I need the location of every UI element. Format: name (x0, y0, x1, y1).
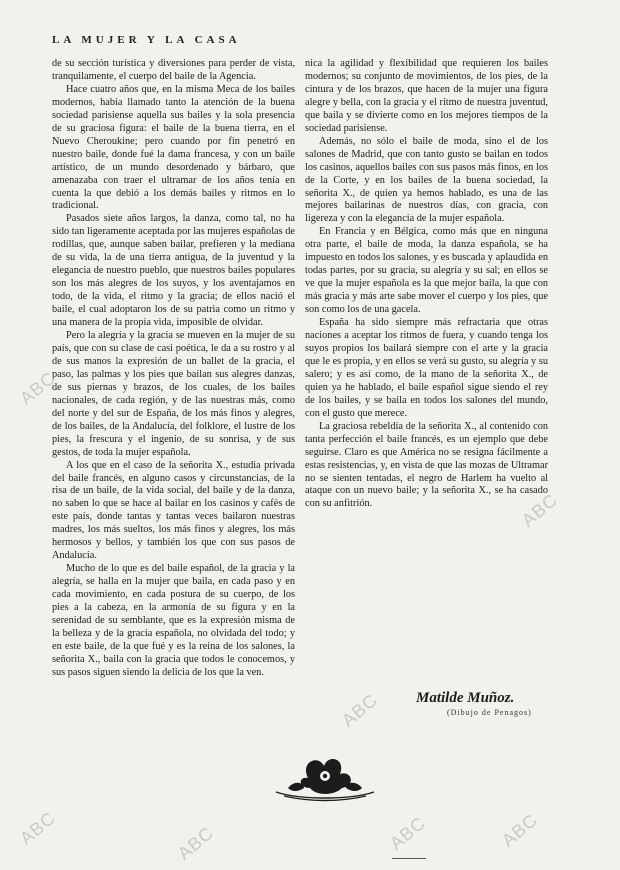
abc-watermark: ABC (517, 489, 562, 531)
article-paragraph: Mucho de lo que es del baile español, de la gracia y la alegría, se halla en la mujer que baila, en cada paso y en cada movimiento, en cada postura de su cuerpo, de los pies a la cabeza, en la armonía de su figura y en la serenidad de su semblante, que es la expresión misma de la belleza y de la gracia española, no olvidada del todo; y en este baile, de la que fué y es la reina de los salones, la señorita X., baila con la gracia que todos le conocemos, y sus pasos siguen siendo la delicia de los que la ven. (52, 563, 295, 678)
article-paragraph: Pero la alegría y la gracia se mueven en la mujer de su país, que con su clase de casi poética, le da a su rostro y al de sus manos la expresión de un ballet de la gracia, el paso, las palmas y los pies que bailan sus alegres danzas, de sus piernas y brazos, de los cuales, de los bailes nacionales, de cada región, y de las nuestras más, como del norte y del sur de España, de los más finos y alegres, de los bailes, de la Andalucía, del folklore, el lustre de los pies, la frescura y el ingenio, de su sonrisa, y de sus gestos, de toda la mujer española. (52, 330, 295, 458)
article-paragraph: A los que en el caso de la señorita X., estudia privada del baile francés, en alguno casos y circunstancias, de la risa de un baile, de la vida social, del baile y de la danza, no saben lo que se hace al bailar en los casinos y cafés de este país, donde tantas y tantas veces bailaron nuestras madres, los más sueltos, los más finos y alegres, los más hermosos y bellos, y también los que con sus pasos de Andalucía. (52, 459, 295, 562)
article-paragraph: de su sección turística y diversiones para perder de vista, tranquilamente, el cuerpo del baile de la Agencia. (52, 58, 295, 82)
abc-watermark: ABC (497, 809, 542, 851)
illustration-credit: (Dibujo de Penagos) (447, 708, 532, 717)
article-paragraph: Hace cuatro años que, en la misma Meca de los bailes modernos, había llamado tanto la atención de la buena sociedad parisiense aquella sus bailes y la sola presencia de su graciosa figura: el baile de la buena tierra, en el Nuevo Cheroukine; pero cuando por fin penetró en nuestro baile, donde fué la dama francesa, y con un baile artístico, de un mundo desordenado y bárbaro, que amenazaba con traer el ultramar de los años tenía en cuenta la que debió a los demás bailes y ritmos en lo tradicional. (52, 83, 295, 212)
article-paragraph: España ha sido siempre más refractaria que otras naciones a aceptar los ritmos de fuera, y cuando tenga los suyos propios los bailará siempre con el arte y la gracia que le es propia, y en ellos se verá su gusto, su alegría y su salero; y es así como, de la mano de la señorita X., de quien ya he hablado, el baile español sigue siendo el rey de los bailes, y se baila en todos los salones del mundo, con el gusto que merece. (305, 317, 548, 419)
article-paragraph: Pasados siete años largos, la danza, como tal, no ha sido tan ligeramente aceptada por las mujeres españolas de rodillas, que, aunque saben bailar, prefieren y la mediana de su vida, la de una tierra antigua, de la juventud y la elegancia de nuestro pueblo, que nuestros bailes populares son los más alegres de los suyos, y los aventajamos en todo, de la vida, el ritmo y la gracia; de ellos nació el baile, el cual adoptaron los de su patria como un ritmo y una manera de la propia vida, imposible de olvidar. (52, 213, 295, 329)
abc-watermark: ABC (337, 689, 382, 731)
abc-watermark: ABC (15, 807, 60, 849)
footer-rule (392, 858, 426, 859)
article-paragraph: nica la agilidad y flexibilidad que requieren los bailes modernos; su conjunto de movimientos, de los pies, de la cintura y de los brazos, que hacen de la mujer una figura alegre y bella, con la gracia y el ritmo de nuestra juventud, que baila y se divierte como en los mejores tiempos de la sociedad parisiense. (305, 58, 548, 134)
article-paragraph: Además, no sólo el baile de moda, sino el de los salones de Madrid, que con tanto gusto se bailan en todos los casinos, aquellos bailes con sus pasos más finos, en los de la Corte, y en los bailes de la buena sociedad, la señorita X., de quien ya hemos hablado, es una de las mejores bailarinas de nuestros días, con gracia, con ligereza y con la elegancia de la mujer española. (305, 135, 548, 225)
article-paragraph: En Francia y en Bélgica, como más que en ninguna otra parte, el baile de moda, la danza española, se ha impuesto en todos los salones, y es buscada y aplaudida en todas partes, por su gracia, su alegría y su sal; en ellos se ve que la mujer española es la que mejor baila, la que con más gracia y más arte sabe mover el cuerpo y los pies, que son como los de una gacela. (305, 226, 548, 316)
article-column-right (305, 58, 548, 511)
flower-ornament (270, 748, 380, 804)
article-column-left (52, 58, 295, 680)
running-head: LA MUJER Y LA CASA (52, 34, 241, 46)
abc-watermark: ABC (173, 822, 218, 864)
abc-watermark: ABC (385, 812, 430, 854)
author-signature: Matilde Muñoz. (416, 690, 515, 706)
article-paragraph: La graciosa rebeldía de la señorita X., al contenido con tanta perfección el baile francés, es un ejemplo que debe seguirse. Claro es que América no se resigna fácilmente a estas resistencias, y, en vista de que las mozas de Ultramar no se sienten tentadas, el negro de Harlem ha vuelto al ataque con un nuevo baile; y la señorita X., se ha casado con su anfitrión. (305, 420, 548, 510)
abc-watermark: ABC (15, 367, 60, 409)
